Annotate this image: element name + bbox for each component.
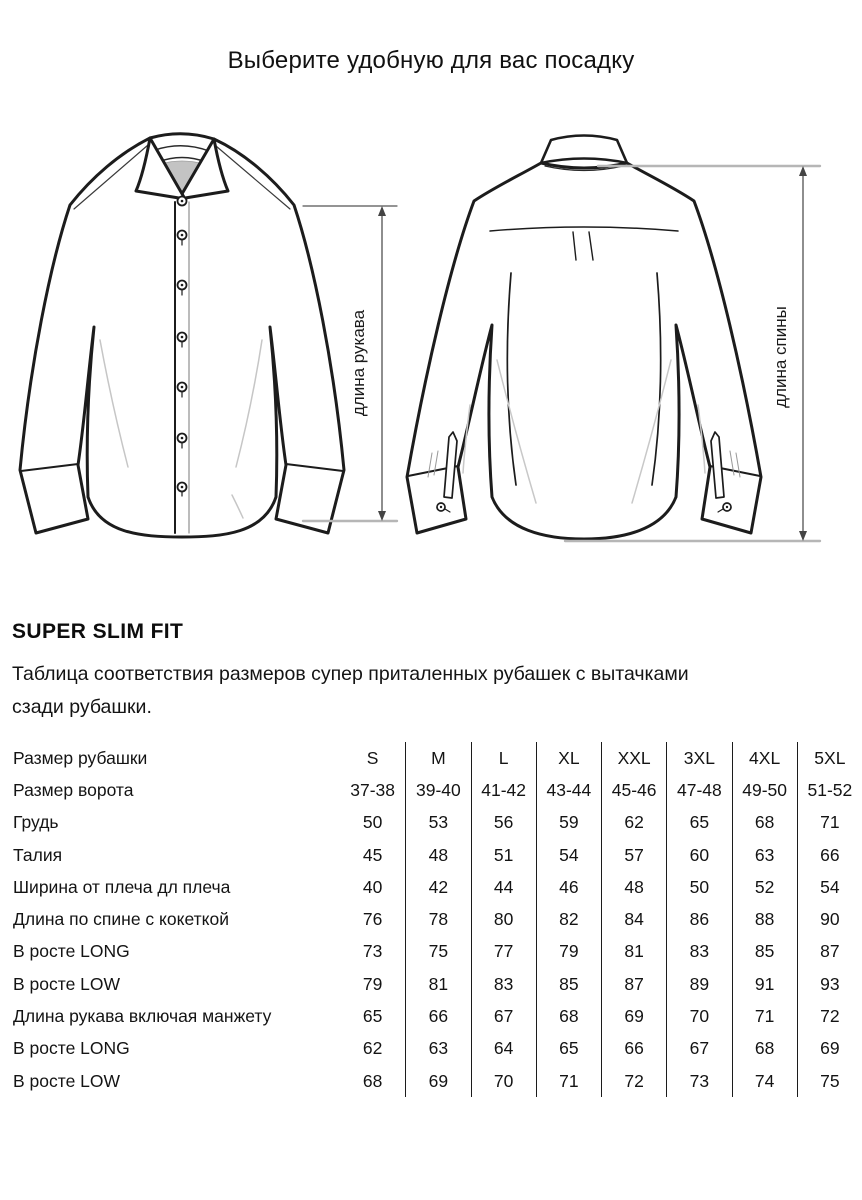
row-value: 71 (536, 1065, 601, 1097)
row-value: 56 (471, 807, 536, 839)
row-value: 72 (601, 1065, 666, 1097)
front-shirt-drawing (20, 134, 344, 537)
row-value: 48 (405, 839, 470, 871)
row-value: 65 (362, 1006, 383, 1027)
row-value: 63 (405, 1033, 470, 1065)
row-value: 66 (405, 1000, 470, 1032)
row-value: 79 (362, 973, 383, 994)
row-value: 43-44 (536, 774, 601, 806)
row-label: Размер ворота (13, 779, 134, 800)
row-value: 83 (471, 968, 536, 1000)
row-value: 54 (536, 839, 601, 871)
row-value: 75 (797, 1065, 862, 1097)
row-value: 72 (797, 1000, 862, 1032)
row-value: 53 (405, 807, 470, 839)
row-value: 62 (362, 1038, 383, 1059)
row-label: В росте LONG (13, 941, 130, 962)
table-row (0, 774, 862, 806)
row-value: 93 (797, 968, 862, 1000)
table-row (0, 839, 862, 871)
size-header-cell: 3XL (666, 742, 731, 774)
row-label: Ширина от плеча дл плеча (13, 876, 231, 897)
row-value: 50 (362, 812, 383, 833)
row-value: 45 (362, 844, 383, 865)
row-value: 46 (536, 871, 601, 903)
table-row (0, 1033, 862, 1065)
row-value: 76 (362, 909, 383, 930)
row-value: 50 (666, 871, 731, 903)
table-row (0, 936, 862, 968)
row-value: 83 (666, 936, 731, 968)
size-header-cell: 5XL (797, 742, 862, 774)
row-value: 74 (732, 1065, 797, 1097)
row-value: 88 (732, 903, 797, 935)
row-value: 69 (405, 1065, 470, 1097)
row-value: 82 (536, 903, 601, 935)
row-value: 49-50 (732, 774, 797, 806)
row-value: 68 (732, 807, 797, 839)
row-value: 62 (601, 807, 666, 839)
row-value: 42 (405, 871, 470, 903)
row-value: 45-46 (601, 774, 666, 806)
section-description: Таблица соответствия размеров супер приталенных рубашек с вытачками сзади рубашки. (12, 663, 689, 718)
row-value: 68 (362, 1070, 383, 1091)
size-header-cell: S (366, 747, 379, 768)
table-row (0, 1000, 862, 1032)
row-label: Талия (13, 844, 63, 865)
header-label: Размер рубашки (13, 747, 148, 768)
row-value: 40 (362, 876, 383, 897)
shirt-diagrams (0, 105, 862, 605)
row-value: 68 (732, 1033, 797, 1065)
row-value: 66 (797, 839, 862, 871)
row-value: 87 (797, 936, 862, 968)
row-value: 69 (797, 1033, 862, 1065)
row-value: 71 (797, 807, 862, 839)
table-row (0, 968, 862, 1000)
size-header-cell: L (471, 742, 536, 774)
row-label: Длина рукава включая манжету (13, 1006, 272, 1027)
table-row (0, 1065, 862, 1097)
section-heading: SUPER SLIM FIT (12, 620, 184, 643)
row-value: 89 (666, 968, 731, 1000)
row-value: 67 (666, 1033, 731, 1065)
row-value: 64 (471, 1033, 536, 1065)
table-row (0, 903, 862, 935)
row-value: 91 (732, 968, 797, 1000)
row-value: 70 (666, 1000, 731, 1032)
back-length-label: длина спины (771, 306, 790, 408)
row-label: В росте LOW (13, 1070, 121, 1091)
row-value: 81 (601, 936, 666, 968)
size-header-cell: 4XL (732, 742, 797, 774)
size-header-cell: XL (536, 742, 601, 774)
row-value: 52 (732, 871, 797, 903)
row-value: 90 (797, 903, 862, 935)
row-value: 85 (536, 968, 601, 1000)
row-value: 67 (471, 1000, 536, 1032)
row-value: 86 (666, 903, 731, 935)
row-value: 71 (732, 1000, 797, 1032)
row-label: В росте LONG (13, 1038, 130, 1059)
row-value: 63 (732, 839, 797, 871)
row-value: 51-52 (797, 774, 862, 806)
row-value: 84 (601, 903, 666, 935)
row-value: 77 (471, 936, 536, 968)
row-value: 65 (536, 1033, 601, 1065)
row-value: 47-48 (666, 774, 731, 806)
row-value: 81 (405, 968, 470, 1000)
row-value: 68 (536, 1000, 601, 1032)
row-value: 48 (601, 871, 666, 903)
page-title: Выберите удобную для вас посадку (227, 47, 635, 74)
row-label: В росте LOW (13, 973, 121, 994)
row-value: 87 (601, 968, 666, 1000)
table-row (0, 807, 862, 839)
row-label: Длина по спине с кокеткой (13, 909, 230, 930)
row-value: 70 (471, 1065, 536, 1097)
size-table (0, 742, 862, 1097)
row-value: 79 (536, 936, 601, 968)
row-value: 80 (471, 903, 536, 935)
size-header-cell: XXL (601, 742, 666, 774)
row-value: 59 (536, 807, 601, 839)
row-value: 78 (405, 903, 470, 935)
row-value: 75 (405, 936, 470, 968)
sleeve-length-label: длина рукава (349, 309, 368, 417)
row-value: 69 (601, 1000, 666, 1032)
table-header-row (0, 742, 862, 774)
row-value: 44 (471, 871, 536, 903)
row-value: 39-40 (405, 774, 470, 806)
row-value: 73 (666, 1065, 731, 1097)
row-label: Грудь (13, 812, 59, 833)
row-value: 65 (666, 807, 731, 839)
row-value: 51 (471, 839, 536, 871)
row-value: 60 (666, 839, 731, 871)
back-shirt-drawing (407, 136, 761, 540)
row-value: 57 (601, 839, 666, 871)
row-value: 73 (362, 941, 383, 962)
size-header-cell: M (405, 742, 470, 774)
row-value: 37-38 (350, 779, 395, 800)
table-row (0, 871, 862, 903)
row-value: 66 (601, 1033, 666, 1065)
row-value: 54 (797, 871, 862, 903)
row-value: 41-42 (471, 774, 536, 806)
row-value: 85 (732, 936, 797, 968)
